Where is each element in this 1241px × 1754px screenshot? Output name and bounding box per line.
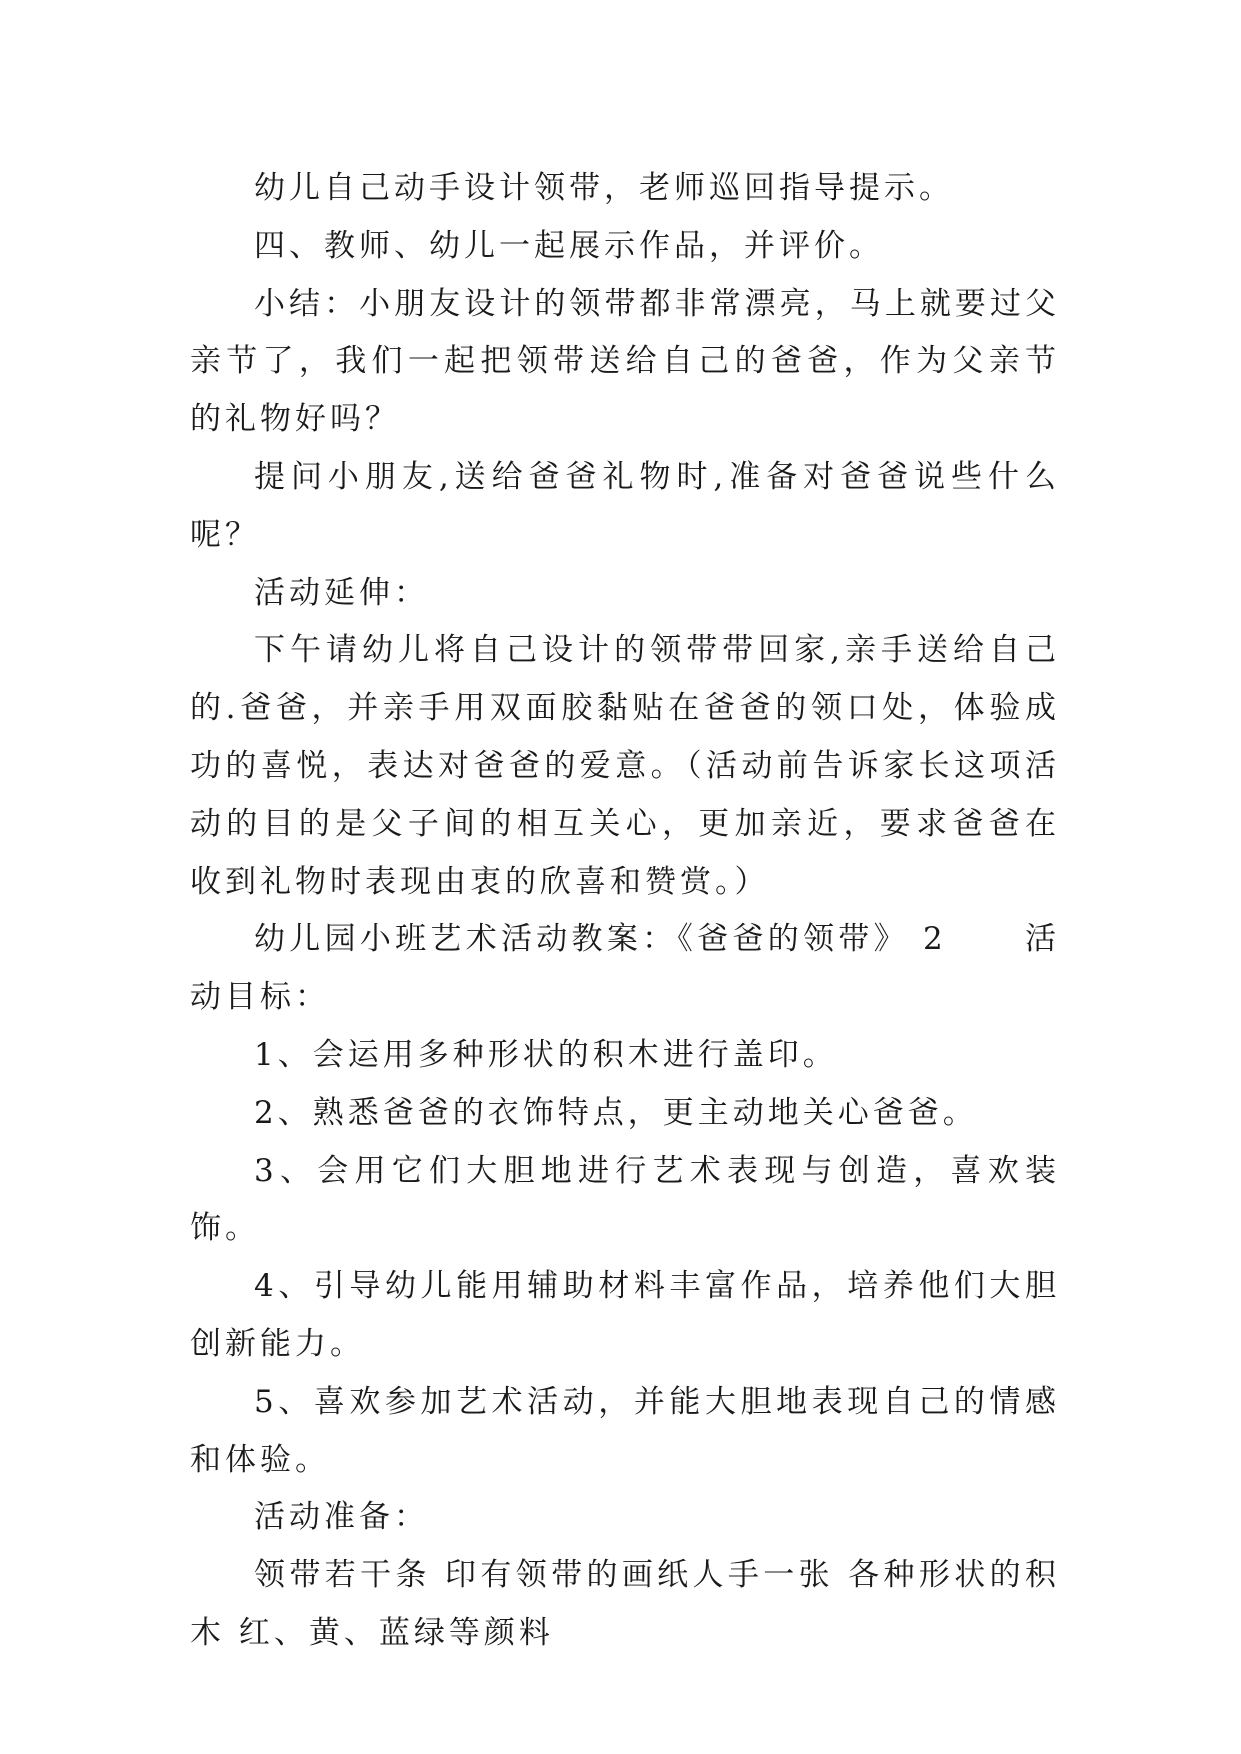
goal-item-1: 1、会运用多种形状的积木进行盖印。 xyxy=(254,1036,838,1073)
goal-item-2: 2、熟悉爸爸的衣饰特点，更主动地关心爸爸。 xyxy=(254,1094,978,1131)
goal-item-3: 3、会用它们大胆地进行艺术表现与创造，喜欢装饰。 xyxy=(190,1152,1060,1247)
goal-item-5: 5、喜欢参加艺术活动，并能大胆地表现自己的情感和体验。 xyxy=(190,1383,1060,1478)
heading-activity-goals: 活动目标： xyxy=(190,921,1061,1016)
paragraph-question: 提问小朋友,送给爸爸礼物时,准备对爸爸说些什么呢？ xyxy=(190,458,1060,553)
heading-activity-extension: 活动延伸： xyxy=(254,574,429,611)
lesson-title: 幼儿园小班艺术活动教案：《爸爸的领带》 2 xyxy=(254,921,947,958)
document-body xyxy=(190,160,1060,1663)
paragraph-summary: 小结：小朋友设计的领带都非常漂亮，马上就要过父亲节了，我们一起把领带送给自己的爸爸，作为父亲节的礼物好吗？ xyxy=(190,285,1060,438)
heading-activity-preparation: 活动准备： xyxy=(254,1499,429,1536)
lesson-title-paragraph xyxy=(190,911,1060,1027)
goal-item-4: 4、引导幼儿能用辅助材料丰富作品，培养他们大胆创新能力。 xyxy=(190,1268,1060,1362)
paragraph-extension-body: 下午请幼儿将自己设计的领带带回家,亲手送给自己的.爸爸，并亲手用双面胶黏贴在爸爸的领口处，体验成功的喜悦，表达对爸爸的爱意。（活动前告诉家长这项活动的目的是父子间的相互关心，更加亲近，要求爸爸在收到礼物时表现由衷的欣喜和赞赏。） xyxy=(190,632,1060,900)
paragraph-materials: 领带若干条 印有领带的画纸人手一张 各种形状的积木 红、黄、蓝绿等颜料 xyxy=(190,1557,1060,1651)
paragraph-step-four: 四、教师、幼儿一起展示作品，并评价。 xyxy=(254,227,884,264)
paragraph-design-tie: 幼儿自己动手设计领带，老师巡回指导提示。 xyxy=(254,170,954,206)
